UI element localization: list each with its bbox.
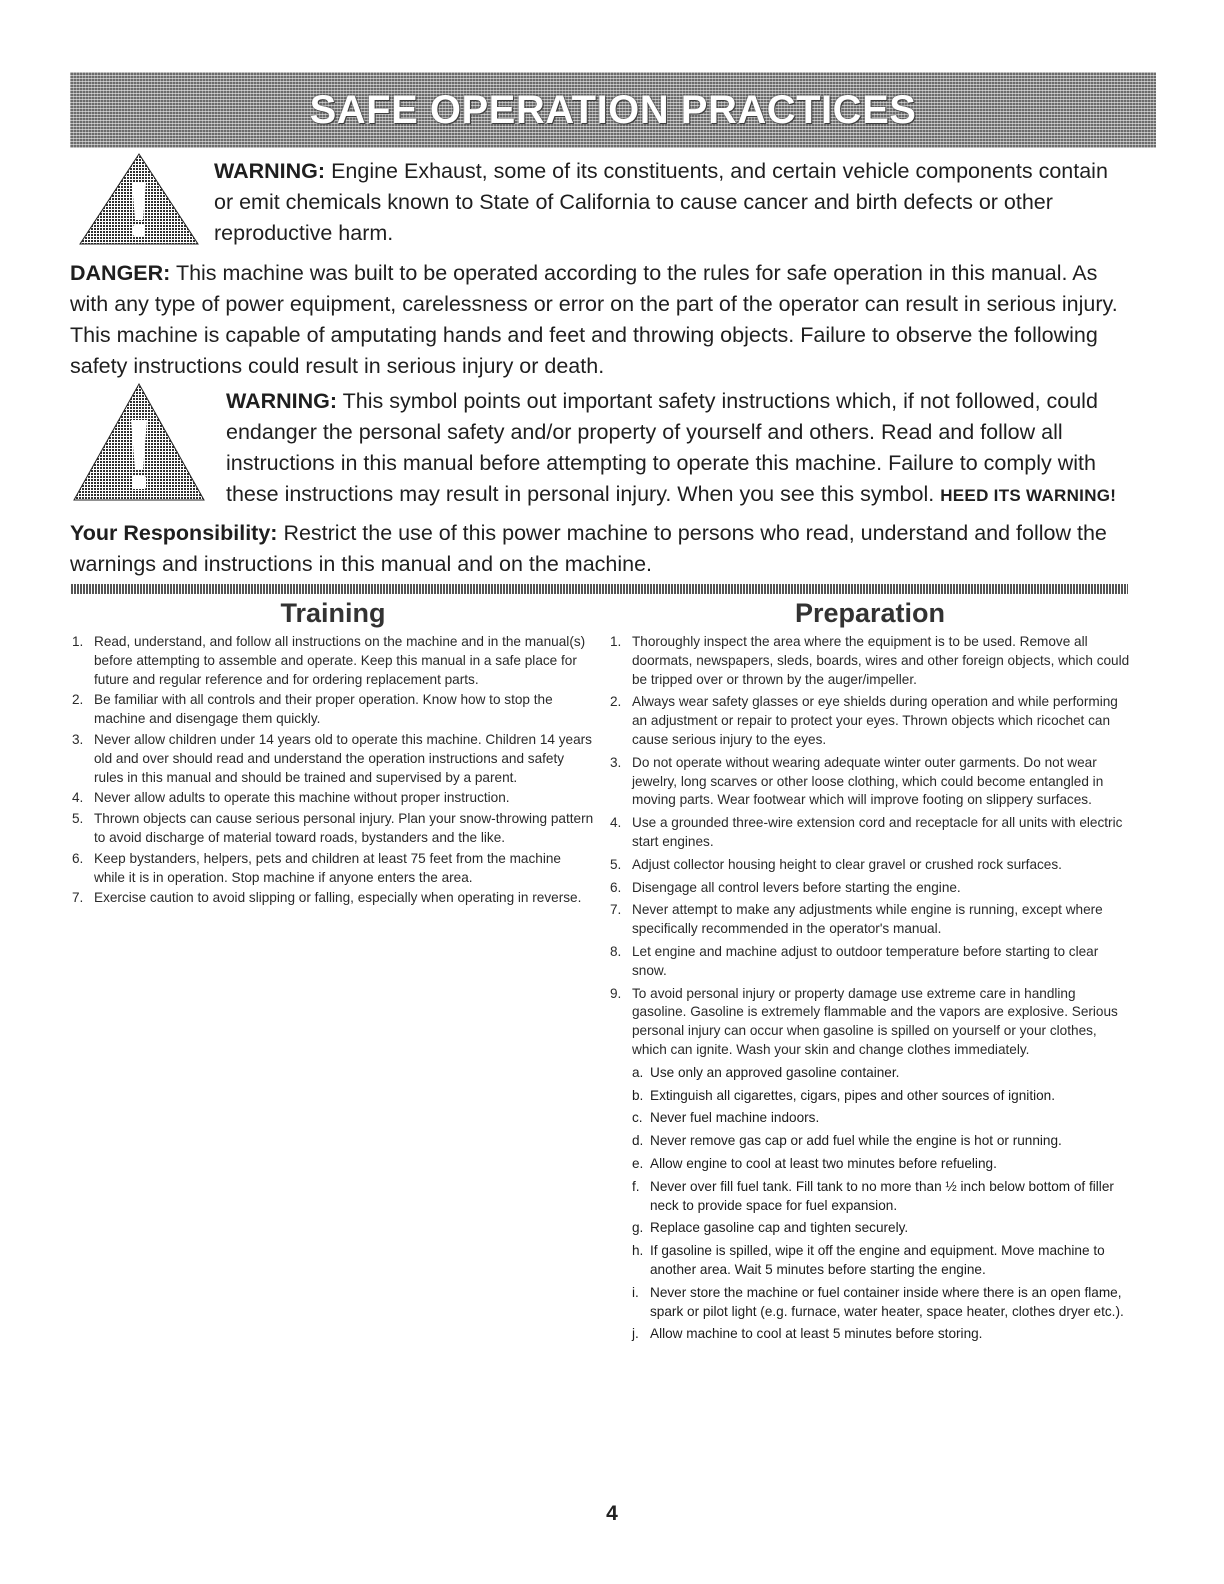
item-text: Allow machine to cool at least 5 minutes before storing. bbox=[650, 1326, 983, 1342]
item-text: Never attempt to make any adjustments while engine is running, except where specifically recommended in the operator's manual. bbox=[632, 902, 1103, 937]
item-text: If gasoline is spilled, wipe it off the engine and equipment. Move machine to another area. Wait 5 minutes before starting the engine. bbox=[650, 1243, 1105, 1277]
sub-list-item bbox=[632, 1242, 1130, 1280]
item-number: 8. bbox=[610, 943, 622, 959]
item-letter: g. bbox=[632, 1220, 644, 1236]
gasoline-sublist bbox=[610, 1064, 1130, 1344]
item-text: To avoid personal injury or property damage use extreme care in handling gasoline. Gasoline is extremely flammable and the vapors are explosive. Serious personal injury can occur when gasoline is spilled on yourself or your clothes, which can ignite. Wash your skin and change clothes immediately. bbox=[632, 985, 1118, 1057]
item-text: Never remove gas cap or add fuel while the engine is hot or running. bbox=[650, 1133, 1062, 1149]
danger-label: DANGER: bbox=[70, 261, 171, 285]
item-number: 6. bbox=[610, 879, 622, 895]
sub-list-item bbox=[632, 1109, 1130, 1128]
warning-symbol-paragraph bbox=[226, 386, 1136, 511]
section-divider bbox=[70, 584, 1128, 594]
list-item bbox=[72, 691, 594, 729]
item-text: Replace gasoline cap and tighten securely. bbox=[650, 1220, 909, 1236]
responsibility-label: Your Responsibility: bbox=[70, 521, 278, 545]
preparation-heading: Preparation bbox=[794, 598, 946, 628]
list-item bbox=[610, 814, 1130, 852]
item-text: Use only an approved gasoline container. bbox=[650, 1064, 900, 1080]
list-item bbox=[610, 901, 1130, 939]
item-text: Always wear safety glasses or eye shields during operation and while performing an adjustment or repair to protect your eyes. Thrown objects which ricochet can cause serious injury to the eyes. bbox=[632, 694, 1118, 747]
item-letter: d. bbox=[632, 1133, 644, 1149]
training-heading: Training bbox=[280, 598, 386, 628]
preparation-list bbox=[610, 633, 1130, 1060]
list-item bbox=[610, 943, 1130, 981]
item-letter: h. bbox=[632, 1243, 644, 1259]
item-number: 7. bbox=[610, 902, 622, 918]
preparation-section bbox=[610, 598, 1130, 1348]
item-number: 1. bbox=[610, 634, 622, 649]
item-text: Keep bystanders, helpers, pets and children at least 75 feet from the machine while it is in operation. Stop machine if anyone enters the area. bbox=[94, 850, 561, 885]
warning-symbol-text: This symbol points out important safety instructions which, if not followed, could endanger the personal safety and/or property of yourself and others. Read and follow all instructions in this manual before attempting to operate this machine. Failure to comply with these instructions may result in personal injury. When you see this symbol. bbox=[226, 389, 1098, 506]
list-item bbox=[72, 850, 594, 888]
list-item bbox=[72, 810, 594, 848]
item-text: Never store the machine or fuel container inside where there is an open flame, spark or pilot light (e.g. furnace, water heater, space heater, clothes dryer etc.). bbox=[650, 1284, 1124, 1319]
page-title: SAFE OPERATION PRACTICES bbox=[309, 87, 917, 132]
page-number: 4 bbox=[606, 1502, 618, 1525]
sub-list-item bbox=[632, 1178, 1130, 1216]
sub-list-item bbox=[632, 1064, 1130, 1083]
item-text: Allow engine to cool at least two minutes before refueling. bbox=[650, 1155, 997, 1171]
warning-triangle-icon bbox=[76, 150, 202, 246]
item-number: 5. bbox=[72, 811, 84, 827]
item-number: 3. bbox=[610, 754, 622, 770]
item-number: 2. bbox=[610, 694, 622, 710]
sub-list-item bbox=[632, 1087, 1130, 1106]
item-text: Read, understand, and follow all instructions on the machine and in the manual(s) before attempting to assemble and operate. Keep this manual in a safe place for future and regular reference and for ordering replacement parts. bbox=[94, 634, 586, 687]
item-letter: j. bbox=[632, 1326, 639, 1342]
item-text: Extinguish all cigarettes, cigars, pipes and other sources of ignition. bbox=[650, 1087, 1056, 1103]
list-item bbox=[72, 731, 594, 787]
training-section bbox=[72, 598, 594, 910]
item-letter: a. bbox=[632, 1064, 644, 1080]
responsibility-text: Restrict the use of this power machine to persons who read, understand and follow the warnings and instructions in this manual and on the machine. bbox=[70, 521, 1107, 576]
item-letter: c. bbox=[632, 1110, 643, 1126]
item-text: Never over fill fuel tank. Fill tank to no more than ½ inch below bottom of filler neck to provide space for fuel expansion. bbox=[650, 1178, 1114, 1213]
item-text: Let engine and machine adjust to outdoor temperature before starting to clear snow. bbox=[632, 943, 1099, 978]
item-number: 4. bbox=[72, 790, 84, 806]
list-item bbox=[610, 693, 1130, 749]
item-text: Adjust collector housing height to clear gravel or crushed rock surfaces. bbox=[632, 856, 1062, 872]
item-text: Never fuel machine indoors. bbox=[650, 1110, 820, 1126]
item-letter: i. bbox=[632, 1284, 639, 1300]
sub-list-item bbox=[632, 1284, 1130, 1322]
item-number: 7. bbox=[72, 890, 84, 906]
list-item bbox=[72, 633, 594, 689]
danger-text: This machine was built to be operated according to the rules for safe operation in this manual. As with any type of power equipment, carelessness or error on the part of the operator can result in serious injury. This machine is capable of amputating hands and feet and throwing objects. Failure to observe the following safety instructions could result in serious injury or death. bbox=[70, 261, 1118, 378]
heed-warning-text: HEED ITS WARNING! bbox=[940, 486, 1117, 505]
danger-paragraph bbox=[70, 258, 1130, 382]
item-letter: e. bbox=[632, 1155, 644, 1171]
list-item bbox=[610, 754, 1130, 810]
item-letter: f. bbox=[632, 1178, 640, 1194]
list-item bbox=[610, 985, 1130, 1060]
training-list bbox=[72, 633, 594, 908]
item-text: Exercise caution to avoid slipping or falling, especially when operating in reverse. bbox=[94, 890, 582, 906]
item-number: 9. bbox=[610, 985, 622, 1001]
list-item bbox=[610, 856, 1130, 875]
warning-triangle-icon bbox=[70, 380, 208, 504]
list-item bbox=[610, 633, 1130, 689]
item-number: 4. bbox=[610, 815, 622, 831]
item-text: Use a grounded three-wire extension cord and receptacle for all units with electric start engines. bbox=[632, 815, 1123, 849]
sub-list-item bbox=[632, 1219, 1130, 1238]
item-number: 3. bbox=[72, 731, 84, 747]
item-text: Disengage all control levers before starting the engine. bbox=[632, 879, 961, 895]
sub-list-item bbox=[632, 1325, 1130, 1344]
warning-label: WARNING: bbox=[226, 389, 338, 413]
item-number: 2. bbox=[72, 692, 84, 708]
item-number: 1. bbox=[72, 634, 84, 649]
item-text: Never allow adults to operate this machine without proper instruction. bbox=[94, 790, 510, 806]
warning-exhaust-paragraph bbox=[214, 156, 1114, 249]
sub-list-item bbox=[632, 1132, 1130, 1151]
responsibility-paragraph bbox=[70, 518, 1130, 580]
section-banner bbox=[70, 72, 1156, 148]
list-item bbox=[72, 889, 594, 908]
sub-list-item bbox=[632, 1155, 1130, 1174]
list-item bbox=[610, 879, 1130, 898]
item-text: Do not operate without wearing adequate winter outer garments. Do not wear jewelry, long scarves or other loose clothing, which could become entangled in moving parts. Wear footwear which will improve footing on slippery surfaces. bbox=[632, 754, 1104, 808]
item-text: Be familiar with all controls and their proper operation. Know how to stop the machine and disengage them quickly. bbox=[94, 692, 553, 727]
item-text: Never allow children under 14 years old to operate this machine. Children 14 years old and over should read and understand the operation instructions and safety rules in this manual and should be trained and supervised by a parent. bbox=[94, 731, 592, 785]
warning-exhaust-text: Engine Exhaust, some of its constituents, and certain vehicle components contain or emit chemicals known to State of California to cause cancer and birth defects or other reproductive harm. bbox=[214, 159, 1108, 245]
item-text: Thrown objects can cause serious personal injury. Plan your snow-throwing pattern to avoid discharge of material toward roads, bystanders and the like. bbox=[94, 811, 594, 845]
item-number: 6. bbox=[72, 850, 84, 866]
warning-label: WARNING: bbox=[214, 159, 326, 183]
item-text: Thoroughly inspect the area where the equipment is to be used. Remove all doormats, newspapers, sleds, boards, wires and other foreign objects, which could be tripped over or thrown by the auger/impeller. bbox=[632, 634, 1130, 687]
item-letter: b. bbox=[632, 1087, 644, 1103]
list-item bbox=[72, 789, 594, 808]
item-number: 5. bbox=[610, 856, 622, 872]
